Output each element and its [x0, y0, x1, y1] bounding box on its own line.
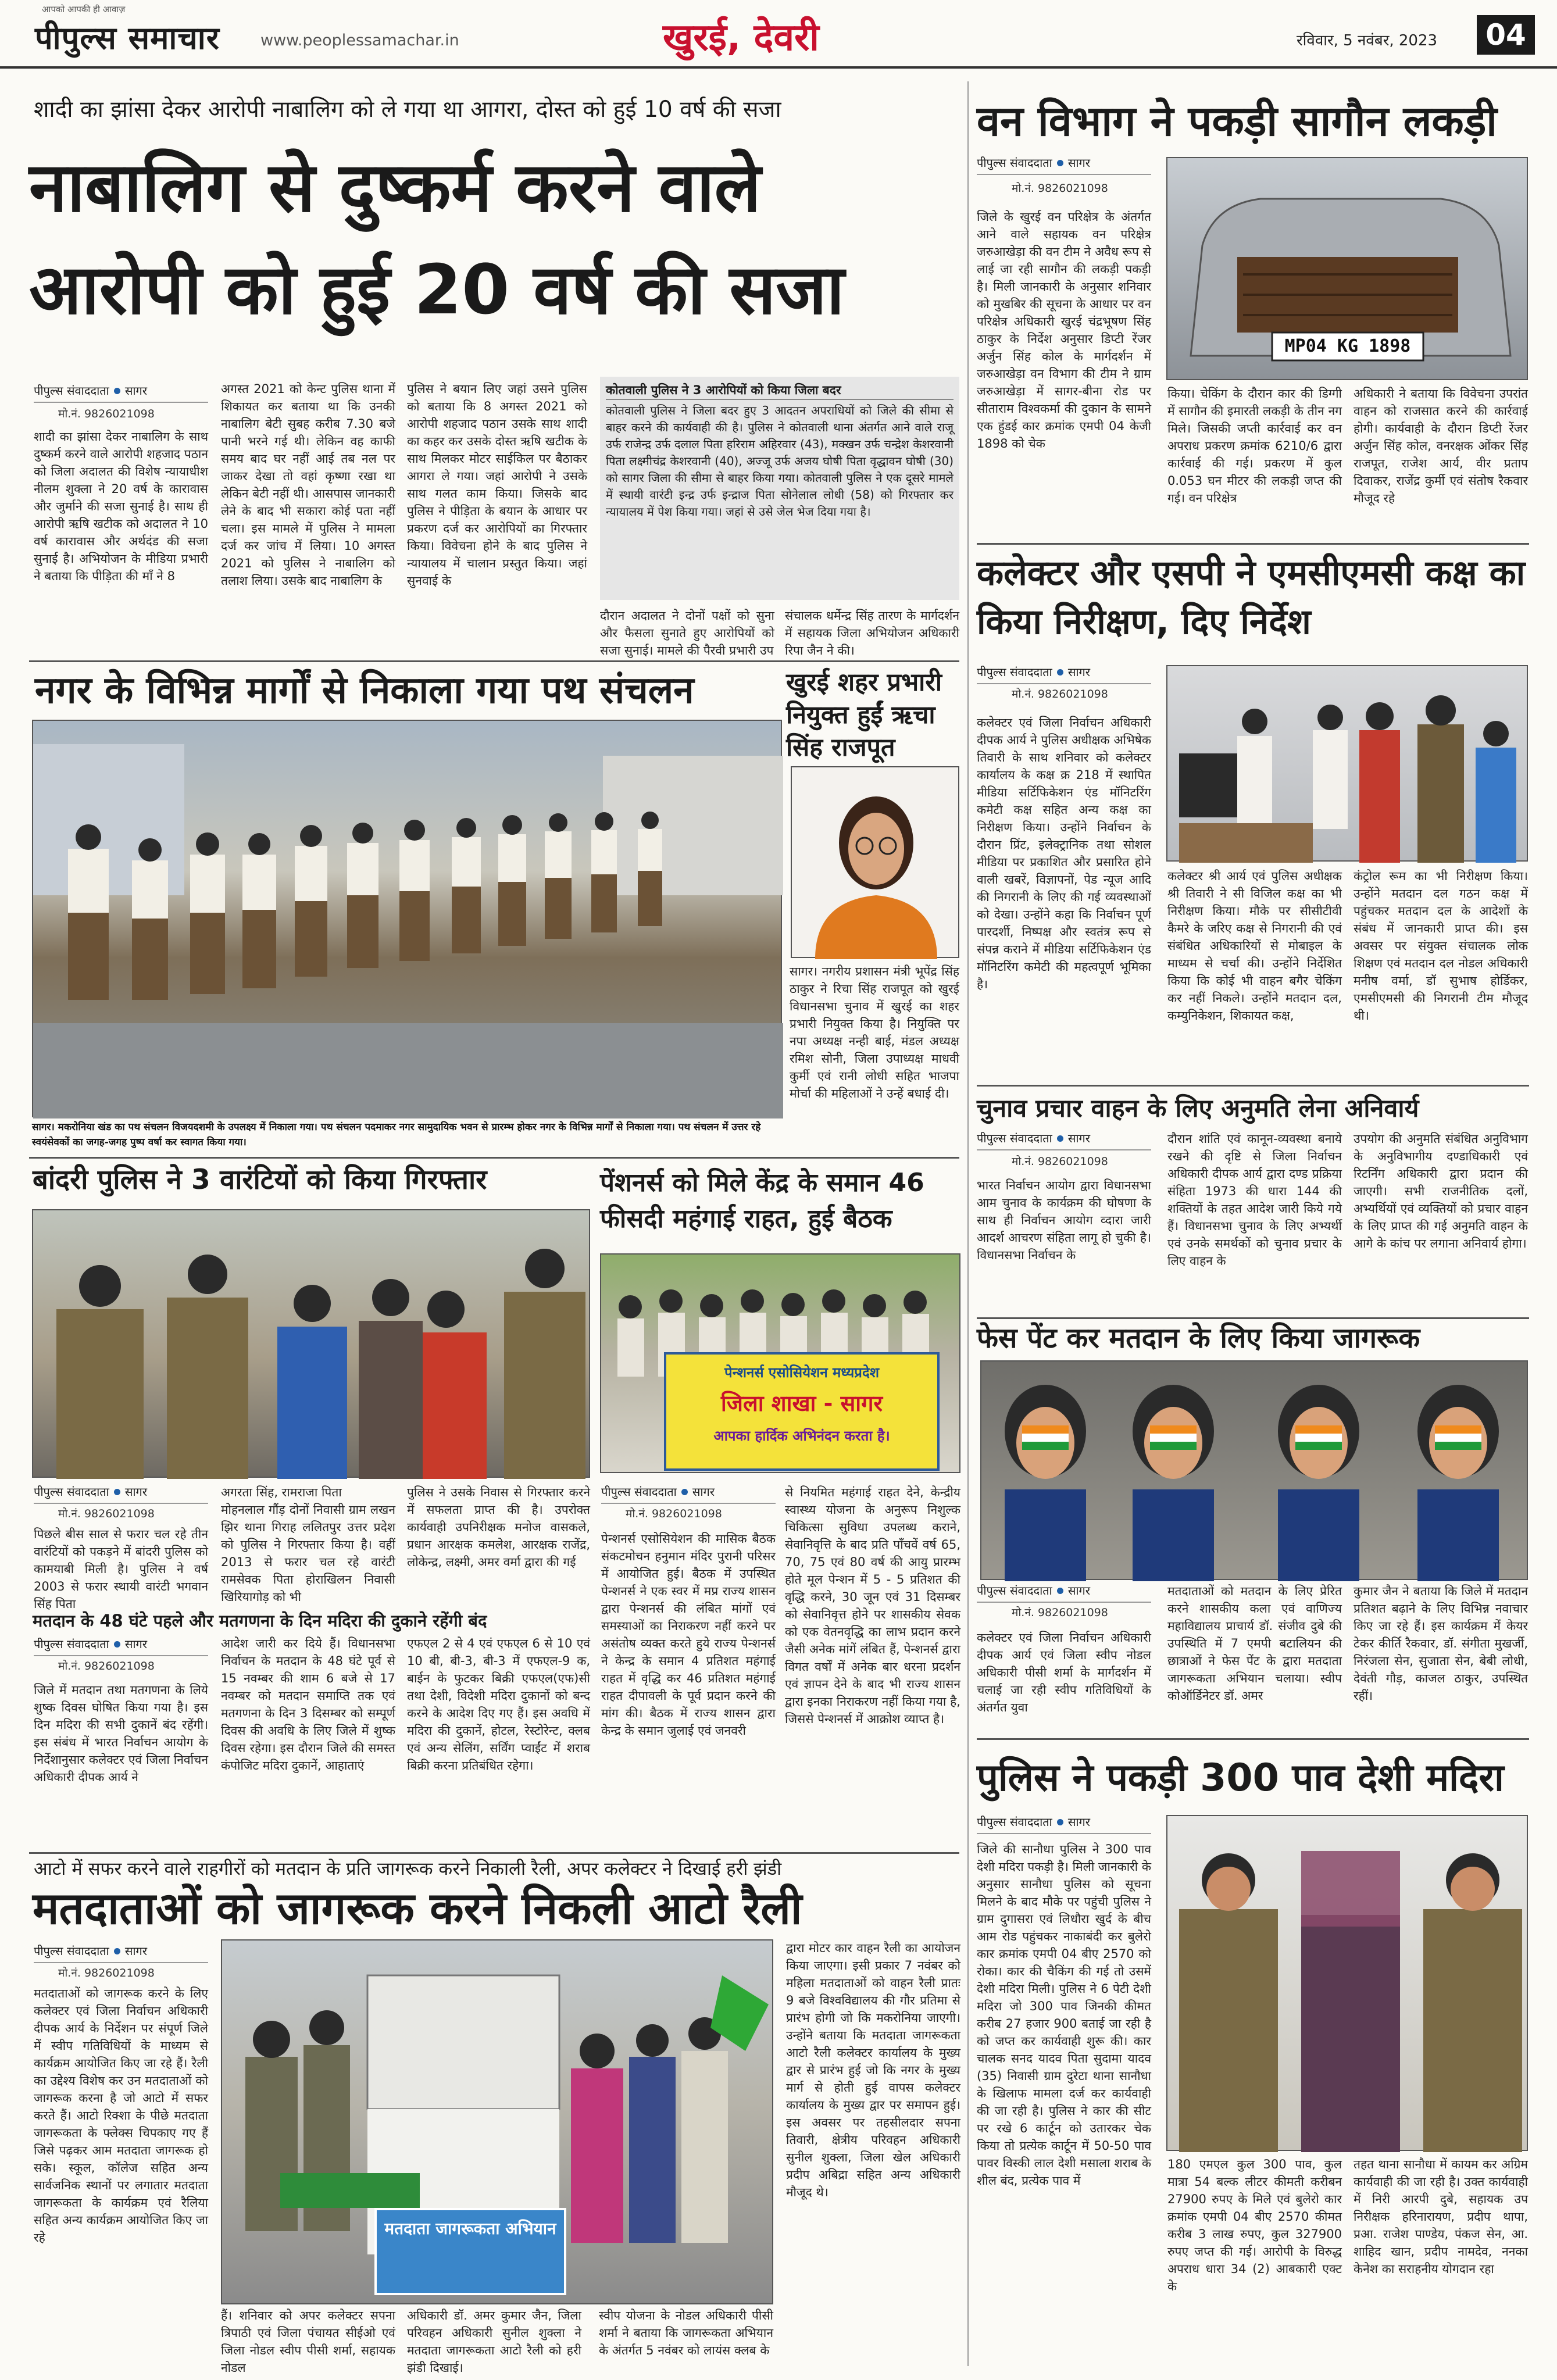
- collector-photo: [1166, 665, 1528, 862]
- liquor300-photo: [1166, 1815, 1528, 2151]
- bandri-byline: [34, 1481, 208, 1504]
- pension-headline: पेंशनर्स को मिले केंद्र के समान 46 फीसदी महंगाई राहत, हुई बैठक: [600, 1168, 924, 1234]
- liquor300-col3: तहत थाना सानौधा में कायम कर अग्रिम कार्यवाही की जा रही है। उक्त कार्यवाही में निरी आरपी दुबे, सहायक उप निरीक्षक हरिनारायण, प्रदीप थापा, प्रआ. राजेश पाण्डेय, पंकज सेन, आ. शाहिद खान, प्रदीप नामदेव, ननका केनेश का सराहनीय योगदान रहा: [1354, 2157, 1528, 2276]
- facepaint-col1: कलेक्टर एवं जिला निर्वाचन अधिकारी दीपक आर्य एवं जिला स्वीप नोडल अधिकारी पीसी शर्मा के मार्गदर्शन में चलाई जा रही स्वीप गतिविधियों के अंतर्गत युवा: [977, 1631, 1151, 1714]
- bandri-photo: [32, 1209, 590, 1478]
- divider: [977, 1317, 1529, 1319]
- lead-col3: पुलिस ने बयान लिए जहां उसने पुलिस को बताया कि 8 अगस्त 2021 को आरोपी शहजाद पठान उसके साथ शादी का कहर कर उसके दोस्त ऋषि खटीक के साथ मिलकर मोटर साईकिल पर बैठाकर आगरा ले गया। जहां आरोपी ने उसके साथ गलत काम किया। जिसके बाद पुलिस ने पीड़िता के बयान के आधार पर प्रकरण दर्ज कर आरोपियों का गिरफ्तार किया। विवेचना होने के बाद पुलिस ने न्यायालय में चालान प्रस्तुत किया। जहां सुनवाई के: [407, 382, 587, 588]
- collector-col1: कलेक्टर एवं जिला निर्वाचन अधिकारी दीपक आर्य ने पुलिस अधीक्षक अभिषेक तिवारी के साथ शनिवार को कलेक्टर कार्यालय के कक्ष क्र 218 में स्थापित मीडिया सर्टिफिकेशन एंड मॉनिटरिंग कमेटी कक्ष सहित अन्य कक्ष का निरीक्षण किया। उन्होंने निर्वाचन के दौरान प्रिंट, इलेक्ट्रानिक तथा सोशल मीडिया पर प्रकाशित और प्रसारित होने वाली खबरें, विज्ञापनों, पेड न्यूज आदि की निगरानी के लिए की गई व्यवस्थाओं को देखा। उन्होंने कहा कि निर्वाचन पूर्ण पारदर्शी, निष्पक्ष और स्वतंत्र रूप से संपन्न कराने में मीडिया सर्टिफिकेशन एंड मॉनिटरिंग कमेटी की महत्वपूर्ण भूमिका है।: [977, 716, 1151, 991]
- richa-body: सागर। नगरीय प्रशासन मंत्री भूपेंद्र सिंह ठाकुर ने रिचा सिंह राजपूत को खुरई विधानसभा चुनाव में खुरई का शहर प्रभारी नियुक्त किया है। नियुक्ति पर नपा अध्यक्ष नन्ही बाई, मंडल अध्यक्ष रमिश सोनी, जिला उपाध्यक्ष माधवी कुर्मी एवं रानी लोधी सहित भाजपा मोर्चा की महिलाओं ने उन्हें बधाई दी।: [790, 964, 959, 1100]
- march-illustration: [33, 721, 783, 1118]
- bandri-col2-top: अगरता सिंह, रामराजा पिता: [221, 1485, 342, 1499]
- byline-city: सागर: [1067, 665, 1090, 679]
- lead-byline: [34, 380, 208, 403]
- masthead: [0, 0, 1557, 69]
- facepaint-col3: कुमार जैन ने बताया कि जिले में मतदान प्रतिशत बढ़ाने के लिए विभिन्न नवाचार किए जा रहे हैं। इस कार्यक्रम में केयर टेकर कीर्ति रैकवार, डॉ. संगीता मुखर्जी, निरंजला सेन, सुजाता सेन, बेबी लोधी, देवंती गौड़, काजल ठाकुर, उपस्थित रहीं।: [1354, 1584, 1528, 1703]
- rally-col5: द्वारा मोटर कार वाहन रैली का आयोजन किया जाएगा। इसी प्रकार 7 नवंबर को महिला मतदाताओं को वाहन रैली प्रातः 9 बजे विश्वविद्यालय की गौर प्रतिमा से प्रारंभ होगी जो कि मकरोनिया जाएगी। उन्होंने बताया कि मतदाता जागरूकता आटो रैली कलेक्टर कार्यालय के मुख्य द्वार से प्रारंभ हुई जो कि नगर के मुख्य मार्ग से होती हुई वापस कलेक्टर कार्यालय के मुख्य द्वार पर समापन हुई। इस अवसर पर तहसीलदार सपना तिवारी, क्षेत्रीय परिवहन अधिकारी सुनील शुक्ला, जिला खेल अधिकारी प्रदीप अबिद्रा सहित अन्य अधिकारी मौजूद थे।: [786, 1941, 960, 2199]
- lead-col1: शादी का झांसा देकर नाबालिग के साथ दुष्कर्म करने वाले आरोपी शहजाद पठान को जिला अदालत की विशेष न्यायाधीश नीलम शुक्ला ने 20 वर्ष के कारावास और जुर्माने की सजा सुनाई है। साथ ही आरोपी ऋषि खटीक को अदालत ने 10 वर्ष कारावास और अर्थदंड की सजा सुनाई है। अभियोजन के मीडिया प्रभारी ने बताया कि पीड़िता की माँ ने 8: [34, 430, 208, 583]
- collector-col2: कलेक्टर श्री आर्य एवं पुलिस अधीक्षक श्री तिवारी ने सी विजिल कक्ष का भी निरीक्षण किया। मौके पर सीसीटीवी कैमरे के जरिए कक्ष से निगरानी की एवं संबंधित अधिकारियों से मोबाइल के माध्यम से चर्चा की। उन्होंने निर्देशित किया कि कोई भी वाहन बगैर चेकिंग कर नहीं निकले। उन्होंने मतदान दल, कम्युनिकेशन, शिकायत कक्ष,: [1167, 869, 1342, 1023]
- liquor-ban-col3: एफएल 2 से 4 एवं एफएल 6 से 10 एवं 10 बी, बी-3, बी-3 में एफएल-9 क, बाईन के फुटकर बिक्री एफएल(एफ)सी तथा देशी, विदेशी मदिरा दुकानों को बन्द करने के आदेश दिए गए हैं। इस अवधि में मदिरा की दुकानें, होटल, रेस्टोरेन्ट, क्लब एवं अन्य सेलिंग, सर्विंग प्वाईंट में शराब बिक्री करना प्रतिबंधित रहेगा।: [407, 1636, 590, 1773]
- byline-city: सागर: [124, 384, 147, 398]
- byline-label: पीपुल्स संवाददाता: [34, 1485, 109, 1499]
- lead-tail-col2: संचालक धर्मेन्द्र सिंह तारण के मार्गदर्शन में सहायक जिला अभियोजन अधिकारी रिपा जैन ने की।: [785, 609, 959, 657]
- byline-label: पीपुल्स संवाददाता: [34, 1637, 109, 1651]
- bandri-col2: मोहनलाल गौंड़ दोनों निवासी ग्राम लखन झिर थाना गिराह ललितपुर उत्तर प्रदेश को पुलिस ने गिरफ्तार किया है। वहीं 2013 से फरार चल रहे वारंटी रामसेवक पिता होराखिलन निवासी खिरियागोड़ को भी: [221, 1503, 395, 1604]
- march-caption: सागर। मकरोनिया खंड का पथ संचलन विजयदशमी के उपलक्ष्य में निकाला गया। पथ संचलन पदमाकर नगर सामुदायिक भवन से प्रारम्भ होकर नगर के विभिन्न मार्गों से निकाला गया। पथ संचलन में उत्तर रहे स्वयंसेवकों का जगह-जगह पुष्प वर्षा कर स्वागत किया गया।: [32, 1121, 761, 1148]
- byline-city: सागर: [1067, 1131, 1090, 1145]
- teak-headline: वन विभाग ने पकड़ी सागौन लकड़ी: [977, 97, 1497, 145]
- byline-city: सागर: [1067, 1815, 1090, 1829]
- collector-byline: [977, 662, 1151, 684]
- byline-dot-icon: [1057, 1135, 1063, 1142]
- march-photo: [32, 720, 782, 1117]
- lead-mobile: मो.नं. 9826021098: [58, 408, 155, 420]
- pension-col2: से नियमित महंगाई राहत देने, केन्द्रीय स्वास्थ्य योजना के अनुरूप निशुल्क चिकित्सा सुविधा उपलब्ध कराने, सेवानिवृत्ति के बाद प्रति पाँचवें वर्ष 65, 70, 75 एवं 80 वर्ष की आयु प्रारम्भ होते मूल पेन्शन में 5 - 5 प्रतिशत की वृद्धि करने, 30 जून एवं 31 दिसम्बर को सेवानिवृत्त होने पर शासकीय सेवक को एक वेतनवृद्धि का लाभ प्रदान करने जैसी अनेक मांगें लंबित हैं, पेन्शनर्स द्वारा विगत वर्षों में अनेक बार धरना प्रदर्शन एवं ज्ञापन देने के बाद भी राज्य शासन द्वारा इनका निराकरण नहीं किया गया है, जिससे पेन्शनर्स में आक्रोश व्याप्त है।: [785, 1485, 960, 1726]
- byline-dot-icon: [1057, 1588, 1063, 1594]
- byline-city: सागर: [124, 1637, 147, 1651]
- students-illustration: [981, 1361, 1529, 1581]
- pension-byline: [601, 1481, 776, 1504]
- arrest-illustration: [1167, 1816, 1529, 2152]
- campaign-col2: दौरान शांति एवं कानून-व्यवस्था बनाये रखने की दृष्टि से जिला निर्वाचन अधिकारी दीपक आर्य द्वारा दण्ड प्रक्रिया संहिता 1973 की धारा 144 की शक्तियों के तहत आदेश जारी किये गये हैं। विधानसभा चुनाव के लिए अभ्यर्थी एवं उनके समर्थकों को चुनाव प्रचार के लिए वाहन के: [1167, 1132, 1342, 1268]
- website-url: www.peoplessamachar.in: [260, 31, 459, 49]
- collector-col3: कंट्रोल रूम का भी निरीक्षण किया। उन्होंने मतदान दल गठन कक्ष में पहुंचकर मतदान दल के आदेशों के संबंध में जानकारी प्राप्त की। इस अवसर पर संयुक्त संचालक लोक शिक्षण एवं मतदान दल नोडल अधिकारी मनीष वर्मा, डॉ सुभाष होर्डिकर, एमसीएमसी की निगरानी टीम मौजूद थी।: [1354, 869, 1528, 1023]
- rally-mobile: मो.नं. 9826021098: [58, 1967, 155, 1979]
- liquor-ban-col1: जिले में मतदान तथा मतगणना के लिये शुष्क दिवस घोषित किया गया है। इस दिन मदिरा की सभी दुकानें बंद रहेंगी। इस संबंध में भारत निर्वाचन आयोग के निर्देशानुसार कलेक्टर एवं जिला निर्वाचन अधिकारी दीपक आर्य ने: [34, 1683, 208, 1784]
- masthead-tagline: आपको आपकी ही आवाज़: [42, 4, 126, 15]
- campaign-byline: [977, 1128, 1151, 1150]
- byline-dot-icon: [114, 1489, 120, 1495]
- liquor-ban-col2: आदेश जारी कर दिये हैं। विधानसभा निर्वाचन के मतदान के 48 घंटे पूर्व से 15 नवम्बर की शाम 6 बजे से 17 नवम्बर को मतदान समाप्ति तक एवं मतगणना के दिन 3 दिसम्बर को सम्पूर्ण दिवस की अवधि के लिए जिले में शुष्क दिवस रहेगा। इस दौरान जिले की समस्त कंपोजिट मदिरा दुकानें, आहाताएं: [221, 1636, 395, 1773]
- pension-col1: पेन्शनर्स एसोसियेशन की मासिक बैठक संकटमोचन हनुमान मंदिर पुरानी परिसर में आयोजित हुई। बैठक में उपस्थित पेन्शनर्स ने एक स्वर में मप्र राज्य शासन द्वारा पेन्शनर्स की लंबित मांगों एवं समस्याओं का निराकरण नहीं करने पर असंतोष व्यक्त करते हुये राज्य पेन्शनर्स ने केन्द्र के समान 4 प्रतिशत महंगाई राहत में वृद्धि कर 46 प्रतिशत महंगाई राहत दीपावली के पूर्व प्रदान करने की मांग की। बैठक में राज्य शासन द्वारा केन्द्र के समान जुलाई एवं जनवरी: [601, 1532, 776, 1738]
- teak-col2: किया। चेकिंग के दौरान कार की डिग्गी में सागौन की इमारती लकड़ी के तीन नग मिले। जिसकी जप्ती कार्रवाई कर वन अपराध प्रकरण क्रमांक 6210/6 द्वारा कार्रवाई की गई। प्रकरण में कुल 0.053 घन मीटर की लकड़ी जप्त की गई। वन परिक्षेत्र: [1167, 387, 1342, 505]
- richa-headline: खुरई शहर प्रभारी नियुक्त हुईं ऋचा सिंह राजपूत: [786, 668, 942, 762]
- divider: [977, 543, 1529, 545]
- rally-banner: [374, 2208, 566, 2295]
- page-number-text: 04: [1485, 18, 1526, 52]
- march-headline: नगर के विभिन्न मार्गों से निकाला गया पथ संचलन: [35, 669, 694, 712]
- lead-kicker: शादी का झांसा देकर आरोपी नाबालिग को ले गया था आगरा, दोस्त को हुई 10 वर्ष की सजा: [34, 97, 781, 123]
- byline-label: पीपुल्स संवाददाता: [34, 384, 109, 398]
- pension-banner: [667, 1356, 936, 1467]
- byline-dot-icon: [1057, 1819, 1063, 1825]
- byline-dot-icon: [1057, 160, 1063, 166]
- byline-city: सागर: [1067, 156, 1090, 170]
- divider: [977, 1085, 1529, 1087]
- lead-headline-line1: नाबालिग से दुष्कर्म करने वाले: [29, 147, 761, 227]
- pension-banner-line2: जिला शाखा - सागर: [720, 1391, 883, 1416]
- divider: [29, 1852, 959, 1854]
- rally-headline: मतदाताओं को जागरूक करने निकली आटो रैली: [33, 1882, 802, 1934]
- lead-headline-line2: आरोपी को हुई 20 वर्ष की सजा: [29, 249, 845, 330]
- byline-label: पीपुल्स संवाददाता: [977, 156, 1052, 170]
- rally-col4-tail: स्वीप योजना के नोडल अधिकारी पीसी शर्मा ने बताया कि जागरूकता अभियान के अंतर्गत 5 नवंबर को लायंस क्लब के: [599, 2308, 773, 2357]
- bandri-headline: बांदरी पुलिस ने 3 वारंटियों को किया गिरफ्तार: [33, 1164, 487, 1196]
- facepaint-col2: मतदाताओं को मतदान के लिए प्रेरित करने शासकीय कला एवं वाणिज्य महाविद्यालय प्राचार्य डॉ. संजीव दुबे की उपस्थिति में 7 एमपी बटालियन की छात्राओं ने फेस पेंट के द्वारा मतदाता जागरूकता अभियान चलाया। स्वीप कोऑर्डिनेटर डॉ. अमर: [1167, 1584, 1342, 1703]
- facepaint-byline: [977, 1580, 1151, 1603]
- byline-label: पीपुल्स संवाददाता: [977, 1131, 1052, 1145]
- district-exile-body: कोतवाली पुलिस ने जिला बदर हुए 3 आदतन अपराधियों को जिले की सीमा से बाहर करने की कार्यवाही की है। पुलिस ने कोतवाली थाना अंतर्गत आने वाले राजू उर्फ राजेन्द्र उर्फ दलाल पिता हरिराम अहिरवार (43), मक्खन उर्फ चन्द्रेश केशरवानी पिता लक्ष्मीचंद्र केशरवानी (40), अज्जू उर्फ अजय घोषी पिता वृद्धावन घोषी (30) को सागर जिला की सीमा से बाहर किया गया। कोतवाली पुलिस ने एक दूसरे मामले में स्थायी वारंटी इन्द्र उर्फ इन्द्राज पिता सोनेलाल लोधी (58) को गिरफ्तार कर न्यायालय में पेश किया गया। जहां से उसे जेल भेज दिया गया है।: [606, 403, 954, 519]
- liquor-ban-byline: [34, 1634, 208, 1656]
- campaign-mobile: मो.नं. 9826021098: [1012, 1155, 1108, 1168]
- byline-dot-icon: [681, 1489, 688, 1495]
- liquor-ban-mobile: मो.नं. 9826021098: [58, 1660, 155, 1673]
- rally-photo: [221, 1939, 773, 2304]
- bandri-col3: पुलिस ने उसके निवास से गिरफ्तार करने में सफलता प्राप्त की है। उपरोक्त कार्यवाही उपनिरीक्षक मनोज वासकले, प्रधान आरक्षक कमलेश, आरक्षक राजेंद्र, लोकेन्द्र, लक्ष्मी, अमर वर्मा द्वारा की गई: [407, 1485, 590, 1569]
- liquor300-byline: [977, 1811, 1151, 1834]
- richa-photo: [791, 766, 959, 958]
- rally-col1: मतदाताओं को जागरूक करने के लिए कलेक्टर एवं जिला निर्वाचन अधिकारी दीपक आर्य के निर्देशन पर संपूर्ण जिले में स्वीप गतिविधियों के माध्यम से कार्यक्रम आयोजित किए जा रहे हैं। रैली का उद्देश्य विशेष कर उन मतदाताओं को जागरूक करना है जो आटो में सफर करते हैं। आटो रिक्शा के पीछे मतदाता जागरूकता के फ्लेक्स चिपकाए गए हैं जिसे पढ़कर आम मतदाता जागरूक हो सके। स्कूल, कॉलेज सहित अन्य सार्वजनिक स्थानों पर लगातार मतदाता जागरूकता के कार्यक्रम एवं रैलिया सहित अन्य कार्यक्रम आयोजित किए जा रहे: [34, 1986, 208, 2245]
- byline-dot-icon: [1057, 669, 1063, 676]
- liquor300-col1: जिले की सानौधा पुलिस ने 300 पाव देशी मदिरा पकड़ी है। मिली जानकारी के अनुसार सानौधा पुलिस को सूचना मिलने के बाद मौके पर पहुंची पुलिस ने ग्राम दुगासरा एवं लिधौरा खुर्द के बीच आम रोड पहुंचकर नाकाबंदी कर बुलेरो कार क्रमांक एमपी 04 बीए 2570 को रोका। कार की चैकिंग की गई तो उसमें देशी मदिरा मिली। पुलिस ने 6 पेटी देशी मदिरा जो 300 पाव जिनकी कीमत करीब 27 हजार 900 बताई जा रही है को जप्त कर कार्यवाही शुरू की। कार चालक सनद यादव पिता सुदामा यादव (35) निवासी ग्राम दुरेटा थाना सानौधा के खिलाफ मामला दर्ज कर कार्यवाही की जा रही है। पुलिस ने कार की सीट पर रखे 6 कार्टून को उतारकर चेक किया तो प्रत्येक कार्टून में 50-50 पाव पावर विस्की लाल देशी मसाला शराब के शील बंद, प्रत्येक पाव में: [977, 1842, 1152, 2188]
- teak-mobile: मो.नं. 9826021098: [1012, 182, 1108, 195]
- facepaint-photo: [980, 1360, 1528, 1580]
- byline-city: सागर: [692, 1485, 715, 1499]
- divider: [29, 1157, 959, 1159]
- page-number: [1477, 15, 1535, 55]
- liquor300-headline: पुलिस ने पकड़ी 300 पाव देशी मदिरा: [977, 1756, 1504, 1800]
- liquor-ban-headline: मतदान के 48 घंटे पहले और मतगणना के दिन मदिरा की दुकाने रहेंगी बंद: [33, 1611, 487, 1631]
- rally-col3-tail: अधिकारी डॉ. अमर कुमार जैन, जिला परिवहन अधिकारी सुनील शुक्ला ने मतदाता जागरूकता आटो रैली को हरी झंडी दिखाई।: [407, 2308, 581, 2375]
- byline-dot-icon: [114, 1948, 120, 1954]
- pension-photo: [600, 1253, 960, 1473]
- byline-city: सागर: [1067, 1584, 1090, 1598]
- edition-title: खुरई, देवरी: [663, 16, 819, 59]
- rally-kicker: आटो में सफर करने वाले राहगीरों को मतदान के प्रति जागरूक करने निकाली रैली, अपर कलेक्टर ने दिखाई हरी झंडी: [34, 1859, 782, 1879]
- facepaint-mobile: मो.नं. 9826021098: [1012, 1606, 1108, 1619]
- pension-banner-line3: आपका हार्दिक अभिनंदन करता है।: [713, 1428, 890, 1444]
- byline-dot-icon: [114, 1641, 120, 1648]
- lead-tail-col1: दौरान अदालत ने दोनों पक्षों को सुना और फैसला सुनाते हुए आरोपियों को सजा सुनाई। मामले की पैरवी प्रभारी उप: [600, 609, 774, 657]
- divider: [977, 1738, 1529, 1740]
- byline-label: पीपुल्स संवाददाता: [34, 1944, 109, 1958]
- pension-mobile: मो.नं. 9826021098: [626, 1507, 722, 1520]
- collector-mobile: मो.नं. 9826021098: [1012, 688, 1108, 701]
- rally-col2-tail: हैं। शनिवार को अपर कलेक्टर सपना त्रिपाठी एवं जिला पंचायत सीईओ एवं जिला नोडल स्वीप पीसी शर्मा, सहायक नोडल: [221, 2308, 395, 2375]
- liquor300-col2: 180 एमएल कुल 300 पाव, कुल मात्रा 54 बल्क लीटर कीमती करीबन 27900 रुपए के मिले एवं बुलेरो कार क्रमांक एमपी 04 बीए 2570 कीमत करीब 3 लाख रुपए, कुल 327900 रुपए जप्त की गई। आरोपी के विरुद्ध अपराध धारा 34 (2) आबकारी एक्ट के: [1167, 2157, 1342, 2293]
- campaign-col1: भारत निर्वाचन आयोग द्वारा विधानसभा आम चुनाव के कार्यक्रम की घोषणा के साथ ही निर्वाचन आयोग व्दारा जारी आदर्श आचरण संहिता लागू हो चुकी है। विधानसभा निर्वाचन के: [977, 1178, 1151, 1262]
- teak-photo: [1166, 157, 1528, 380]
- facepaint-headline: फेस पेंट कर मतदान के लिए किया जागरूक: [977, 1322, 1420, 1355]
- district-exile-title: कोतवाली पुलिस ने 3 आरोपियों को किया जिला बदर: [606, 381, 954, 400]
- bandri-mobile: मो.नं. 9826021098: [58, 1507, 155, 1520]
- byline-city: सागर: [124, 1485, 147, 1499]
- teak-byline: [977, 152, 1151, 175]
- collector-headline: कलेक्टर और एसपी ने एमसीएमसी कक्ष का किया निरीक्षण, दिए निर्देश: [977, 553, 1526, 642]
- byline-dot-icon: [114, 388, 120, 394]
- campaign-col3: उपयोग की अनुमति संबंधित अनुविभाग के अनुविभागीय दण्डाधिकारी एवं रिटर्निंग अधिकारी द्वारा प्रदान की जाएगी। सभी राजनीतिक दलों, अभ्यर्थियों एवं व्यक्तियों को प्रचार वाहन के लिए प्राप्त की गई अनुमति वाहन के आगे के कांच पर लगाना अनिवार्य होगा।: [1354, 1132, 1528, 1250]
- teak-col1: जिले के खुरई वन परिक्षेत्र के अंतर्गत आने वाले सहायक वन परिक्षेत्र जरुआखेड़ा की वन टीम ने अवैध रूप से लाई जा रही सागौन की लकड़ी पकड़ी है। मिली जानकारी के अनुसार शनिवार को मुखबिर की सूचना के आधार पर वन परिक्षेत्र अधिकारी खुरई चंद्रभूषण सिंह ठाकुर के निर्देश अनुसार डिप्टी रेंजर अर्जुन सिंह कोल के मार्गदर्शन में जरुआखेड़ा वन विभाग की टीम ने ग्राम जरुआखेड़ा में सागर-बीना रोड पर सीताराम विश्वकर्मा की दुकान के सामने एक हुंडई कार क्रमांक एमपी 04 केजी 1898 को चेक: [977, 210, 1151, 451]
- police-illustration: [33, 1210, 591, 1479]
- pension-banner-line1: पेन्शनर्स एसोसियेशन मध्यप्रदेश: [724, 1364, 880, 1381]
- byline-label: पीपुल्स संवाददाता: [977, 665, 1052, 679]
- byline-label: पीपुल्स संवाददाता: [977, 1584, 1052, 1598]
- byline-city: सागर: [124, 1944, 147, 1958]
- office-illustration: [1167, 666, 1529, 863]
- rally-banner-text: मतदाता जागरूकता अभियान: [384, 2219, 556, 2238]
- portrait-illustration: [792, 767, 960, 959]
- rally-byline: [34, 1941, 208, 1963]
- number-plate: MP04 KG 1898: [1284, 336, 1411, 356]
- lead-col2: अगस्त 2021 को केन्ट पुलिस थाना में शिकायत कर बताया था कि उनकी नाबालिग बेटी सुबह करीब 7.30 बजे पानी भरने गई थी। लेकिन वह काफी समय बाद घर नहीं आई तब नल पर जाकर देखा तो वहां कृष्णा रखा था लेकिन बेटी नहीं थी। आसपास जानकारी लेने के बाद भी सकारा कोई पता नहीं चला। इस मामले में पुलिस ने मामला दर्ज कर जांच में लिया। 10 अगस्त 2021 को पुलिस ने नाबालिग को तलाश लिया। उसके बाद नाबालिग के: [221, 382, 395, 588]
- divider: [29, 660, 959, 662]
- column-divider: [967, 81, 969, 2366]
- teak-col3: अधिकारी ने बताया कि विवेचना उपरांत वाहन को राजसात करने की कार्रवाई होगी। कार्यवाही के दौरान डिप्टी रेंजर अर्जुन सिंह कोल, वनरक्षक ओंकर सिंह राजपूत, राजेश आर्य, वीर प्रताप दिवाकर, राजेंद्र कुर्मी एवं संतोष रैकवार मौजूद रहे: [1354, 387, 1528, 505]
- district-exile-box: [600, 377, 959, 600]
- bandri-col1: पिछले बीस साल से फरार चल रहे तीन वारंटियों को पकड़ने में बांदरी पुलिस को कामयाबी मिली है। पुलिस ने वर्ष 2003 से फरार स्थायी वारंटी भगवान सिंह पिता: [34, 1527, 208, 1611]
- newspaper-logo: पीपुल्स समाचार: [35, 20, 220, 56]
- issue-date: रविवार, 5 नवंबर, 2023: [1297, 32, 1438, 49]
- campaign-headline: चुनाव प्रचार वाहन के लिए अनुमति लेना अनिवार्य: [977, 1094, 1419, 1123]
- byline-label: पीपुल्स संवाददाता: [601, 1485, 677, 1499]
- byline-label: पीपुल्स संवाददाता: [977, 1815, 1052, 1829]
